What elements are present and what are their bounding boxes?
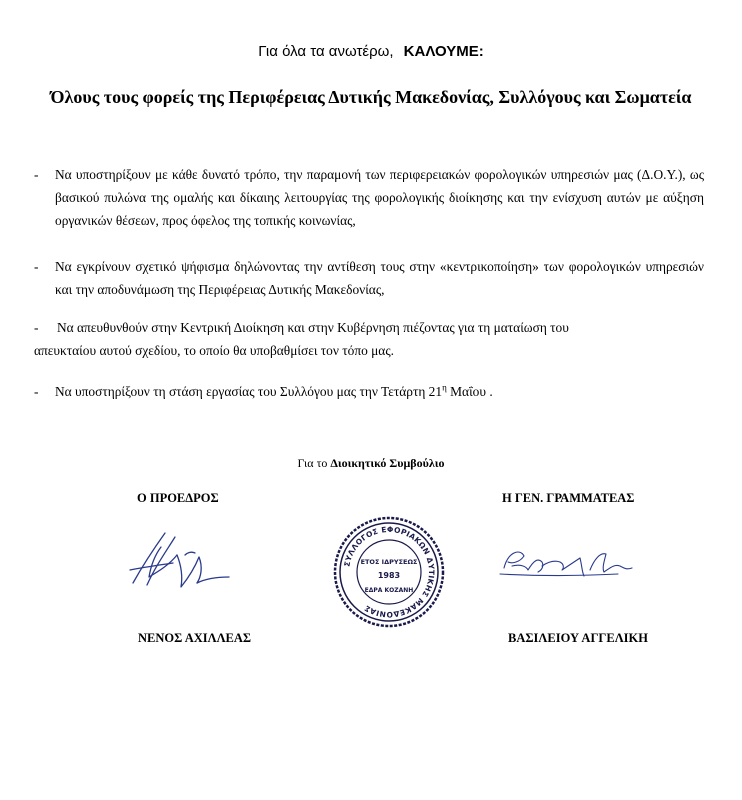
- bullet-dash: -: [34, 167, 39, 182]
- stamp-year: 1983: [377, 571, 401, 580]
- addressee-title: Όλους τους φορείς της Περιφέρειας Δυτικής Μακεδονίας, Συλλόγους και Σωματεία: [50, 87, 692, 107]
- association-stamp: [333, 516, 445, 628]
- call-heading-word: ΚΑΛΟΥΜΕ:: [403, 43, 484, 60]
- board-line: [0, 456, 742, 471]
- list-item: [34, 163, 704, 232]
- list-item: [34, 255, 704, 301]
- bullet-text: [55, 380, 704, 403]
- president-name: ΝΕΝΟΣ ΑΧΙΛΛΕΑΣ: [138, 631, 252, 645]
- list-item: [34, 316, 704, 362]
- stamp-ring-text: ΣΥΛΛΟΓΟΣ ΕΦΟΡΙΑΚΩΝ ΔΥΤΙΚΗΣ ΜΑΚΕΔΟΝΙΑΣ: [342, 524, 437, 620]
- board-name: Διοικητικό Συμβούλιο: [330, 456, 445, 470]
- bullet-dash: -: [34, 320, 39, 335]
- bullet-text-line2: απευκταίου αυτού σχεδίου, το οποίο θα υποβαθμίσει τον τόπο μας.: [34, 343, 394, 358]
- stamp-line1: ΕΤΟΣ ΙΔΡΥΣΕΩΣ: [360, 558, 418, 566]
- secretary-signature: [498, 538, 638, 586]
- bullet-dash: -: [34, 384, 39, 399]
- ordinal-superscript: η: [442, 382, 447, 393]
- president-signature: [125, 525, 235, 595]
- stamp-line3: ΕΔΡΑ ΚΟΖΑΝΗ: [364, 587, 414, 594]
- bullet-text-before: Να υποστηρίξουν τη στάση εργασίας του Συλλόγου μας την Τετάρτη 21: [55, 384, 443, 399]
- list-item: [34, 380, 704, 403]
- president-role: Ο ΠΡΟΕΔΡΟΣ: [137, 491, 219, 505]
- bullet-dash: -: [34, 259, 39, 274]
- bullet-text-after: Μαΐου .: [446, 384, 493, 399]
- bullet-text: [34, 316, 704, 362]
- bullet-text: Να υποστηρίξουν με κάθε δυνατό τρόπο, την παραμονή των περιφερειακών φορολογικών υπηρεσιών μας (Δ.Ο.Υ.), ως βασικού πυλώνα της ομαλής και δίκαιης λειτουργίας της φορολογικής διοίκησης και την ενίσχυση αυτών με αύξηση οργανικών θέσεων, προς όφελος της τοπικής κοινωνίας,: [55, 167, 704, 228]
- bullet-text-line1: Να απευθυνθούν στην Κεντρική Διοίκηση και στην Κυβέρνηση πιέζοντας για τη ματαίωση του: [57, 320, 569, 335]
- bullet-text: Να εγκρίνουν σχετικό ψήφισμα δηλώνοντας την αντίθεση τους στην «κεντρικοποίηση» των φορολογικών υπηρεσιών και την αποδυνάμωση της Περιφέρειας Δυτικής Μακεδονίας,: [55, 259, 704, 297]
- secretary-role: Η ΓΕΝ. ΓΡΑΜΜΑΤΕΑΣ: [502, 491, 635, 505]
- call-heading: [0, 43, 742, 60]
- call-heading-lead: Για όλα τα ανωτέρω,: [258, 43, 394, 60]
- secretary-name: ΒΑΣΙΛΕΙΟΥ ΑΓΓΕΛΙΚΗ: [508, 631, 648, 645]
- board-prefix: Για το: [297, 456, 328, 470]
